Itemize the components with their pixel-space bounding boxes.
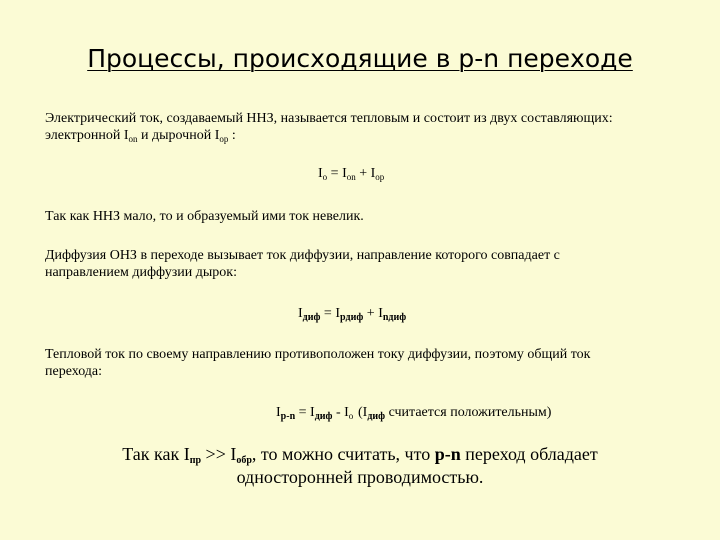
paragraph-diffusion [45,247,685,281]
paragraph-small-current: Так как ННЗ мало, то и образуемый ими ток невелик. [45,209,364,224]
conclusion-line: Так как Iпр >> Iобр, то можно считать, что p-n переход обладает [122,444,598,466]
paragraph-total-current [45,346,685,380]
slide-title: Процессы, происходящие в p-n переходе [87,44,633,73]
formula-junction-current: $I_{p-n} = I_{диф} - I_о$ [276,405,354,422]
conclusion [0,443,720,489]
formula-diffusion-current: $I_{диф} = I_{pдиф} + I_{nдиф}$ [298,306,407,323]
paragraph-thermal-current [45,110,685,144]
paragraph-line: электронной $I_{оn}$ и дырочной $I_{оp}$ : [45,128,236,144]
paragraph-line: направлением диффузии дырок: [45,265,237,280]
paragraph-line: Тепловой ток по своему направлению противоположен току диффузии, поэтому общий ток [45,347,591,362]
paragraph-line: Электрический ток, создаваемый ННЗ, называется тепловым и состоит из двух составляющих: [45,111,613,126]
formula-thermal-current: $I_о = I_{оn} + I_{оp}$ [318,166,385,182]
paragraph-line: перехода: [45,364,103,379]
conclusion-line: односторонней проводимостью. [236,467,484,487]
formula-note: ($I_{диф}$ считается положительным) [358,405,552,422]
paragraph-line: Диффузия ОНЗ в переходе вызывает ток диффузии, направление которого совпадает с [45,248,560,263]
